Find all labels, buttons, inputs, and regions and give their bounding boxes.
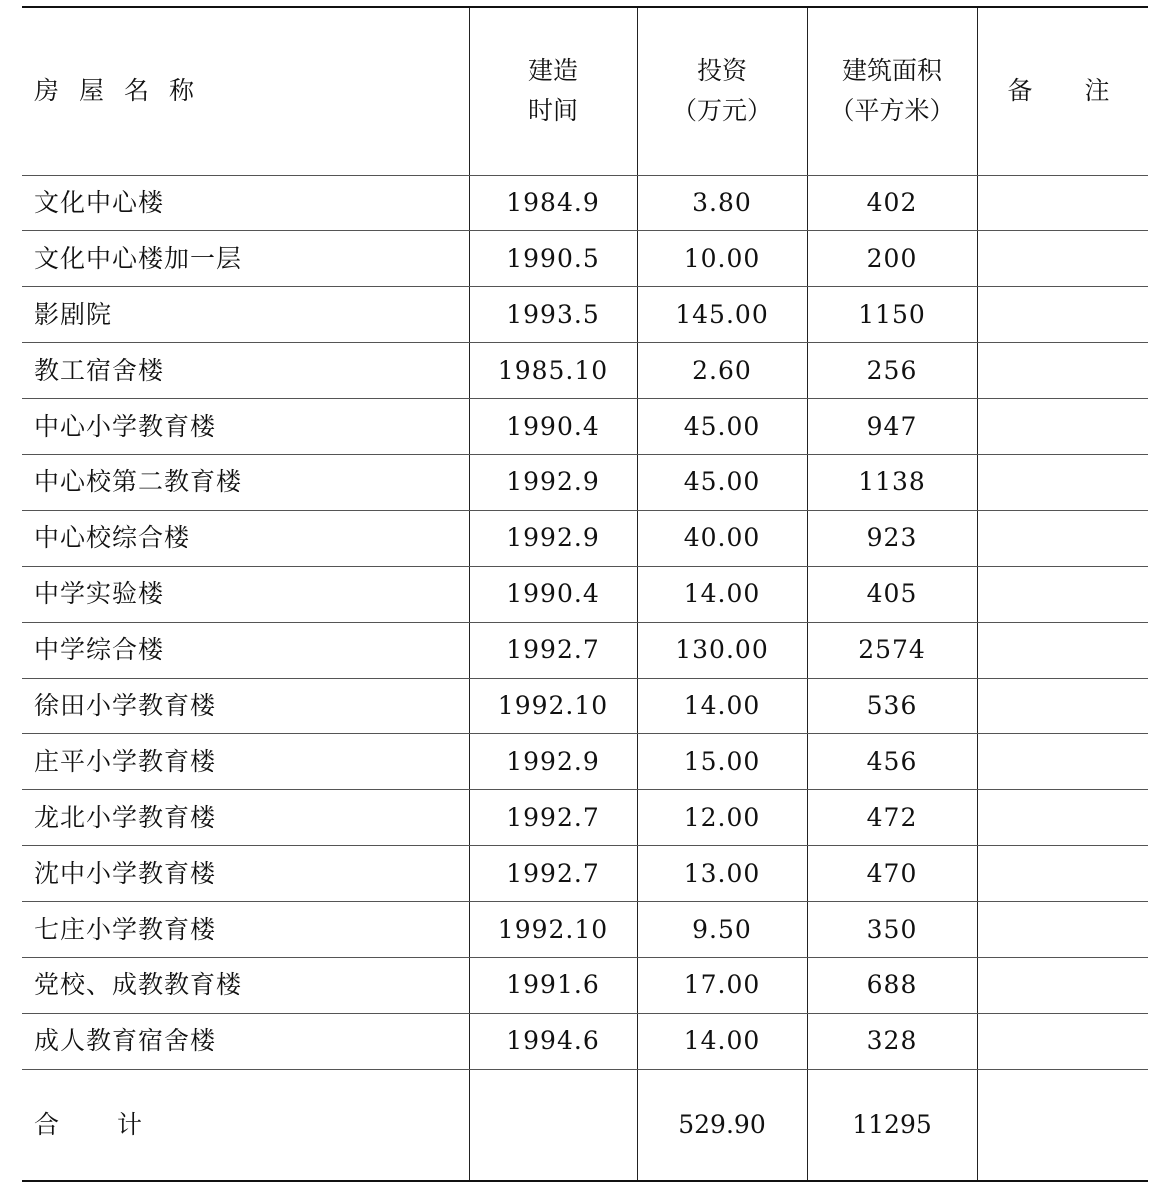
cell-floor-area: 947 xyxy=(807,399,977,455)
header-floor-area-line1: 建筑面积 xyxy=(841,56,942,86)
cell-building-name: 文化中心楼 xyxy=(22,175,469,231)
cell-investment: 15.00 xyxy=(637,734,807,790)
cell-remarks xyxy=(977,399,1148,455)
cell-building-name: 七庄小学教育楼 xyxy=(22,902,469,958)
cell-remarks xyxy=(977,957,1148,1013)
table-row xyxy=(22,902,1148,958)
cell-investment: 17.00 xyxy=(637,957,807,1013)
cell-investment: 9.50 xyxy=(637,902,807,958)
cell-floor-area: 472 xyxy=(807,790,977,846)
cell-build-date: 1990.4 xyxy=(469,399,637,455)
table-row xyxy=(22,399,1148,455)
cell-investment: 3.80 xyxy=(637,175,807,231)
building-table xyxy=(22,6,1148,1182)
cell-remarks xyxy=(977,566,1148,622)
cell-floor-area: 470 xyxy=(807,846,977,902)
cell-remarks xyxy=(977,175,1148,231)
table-row xyxy=(22,957,1148,1013)
cell-investment: 2.60 xyxy=(637,343,807,399)
cell-build-date: 1984.9 xyxy=(469,175,637,231)
cell-building-name: 徐田小学教育楼 xyxy=(22,678,469,734)
cell-remarks xyxy=(977,287,1148,343)
cell-build-date: 1991.6 xyxy=(469,957,637,1013)
total-label: 合计 xyxy=(22,1069,469,1181)
cell-building-name: 庄平小学教育楼 xyxy=(22,734,469,790)
cell-building-name: 中心校第二教育楼 xyxy=(22,454,469,510)
cell-remarks xyxy=(977,510,1148,566)
header-remarks-b: 注 xyxy=(1084,76,1110,106)
cell-remarks xyxy=(977,902,1148,958)
cell-floor-area: 2574 xyxy=(807,622,977,678)
cell-floor-area: 405 xyxy=(807,566,977,622)
table-row xyxy=(22,846,1148,902)
cell-building-name: 影剧院 xyxy=(22,287,469,343)
cell-floor-area: 350 xyxy=(807,902,977,958)
table-row xyxy=(22,1013,1148,1069)
cell-floor-area: 456 xyxy=(807,734,977,790)
table-footer xyxy=(22,1069,1148,1181)
cell-remarks xyxy=(977,678,1148,734)
cell-remarks xyxy=(977,622,1148,678)
header-remarks xyxy=(977,7,1148,175)
cell-investment: 145.00 xyxy=(637,287,807,343)
table-row xyxy=(22,287,1148,343)
cell-investment: 130.00 xyxy=(637,622,807,678)
total-floor-area: 11295 xyxy=(807,1069,977,1181)
cell-investment: 14.00 xyxy=(637,1013,807,1069)
cell-floor-area: 688 xyxy=(807,957,977,1013)
cell-investment: 14.00 xyxy=(637,678,807,734)
cell-investment: 14.00 xyxy=(637,566,807,622)
cell-investment: 40.00 xyxy=(637,510,807,566)
header-building-name: 房屋名称 xyxy=(22,7,469,175)
table-row xyxy=(22,790,1148,846)
total-investment: 529.90 xyxy=(637,1069,807,1181)
cell-build-date: 1992.10 xyxy=(469,678,637,734)
cell-build-date: 1993.5 xyxy=(469,287,637,343)
cell-building-name: 教工宿舍楼 xyxy=(22,343,469,399)
cell-building-name: 中心校综合楼 xyxy=(22,510,469,566)
cell-build-date: 1985.10 xyxy=(469,343,637,399)
cell-building-name: 党校、成教教育楼 xyxy=(22,957,469,1013)
table-row xyxy=(22,175,1148,231)
cell-investment: 13.00 xyxy=(637,846,807,902)
cell-build-date: 1994.6 xyxy=(469,1013,637,1069)
cell-floor-area: 200 xyxy=(807,231,977,287)
header-investment xyxy=(637,7,807,175)
cell-remarks xyxy=(977,846,1148,902)
cell-building-name: 中学综合楼 xyxy=(22,622,469,678)
header-row xyxy=(22,7,1148,175)
header-build-date-line1: 建造 xyxy=(527,56,578,86)
table-row xyxy=(22,734,1148,790)
header-remarks-a: 备 xyxy=(1007,76,1033,106)
cell-remarks xyxy=(977,454,1148,510)
header-investment-line1: 投资 xyxy=(696,56,747,86)
cell-floor-area: 328 xyxy=(807,1013,977,1069)
header-floor-area-line2: （平方米） xyxy=(829,96,955,126)
cell-build-date: 1992.7 xyxy=(469,622,637,678)
cell-remarks xyxy=(977,343,1148,399)
table-row xyxy=(22,622,1148,678)
cell-floor-area: 923 xyxy=(807,510,977,566)
cell-floor-area: 536 xyxy=(807,678,977,734)
cell-investment: 12.00 xyxy=(637,790,807,846)
cell-remarks xyxy=(977,231,1148,287)
cell-build-date: 1992.9 xyxy=(469,734,637,790)
cell-building-name: 中学实验楼 xyxy=(22,566,469,622)
cell-investment: 45.00 xyxy=(637,454,807,510)
cell-floor-area: 256 xyxy=(807,343,977,399)
table-row xyxy=(22,566,1148,622)
cell-remarks xyxy=(977,790,1148,846)
header-floor-area xyxy=(807,7,977,175)
table-row xyxy=(22,231,1148,287)
cell-building-name: 沈中小学教育楼 xyxy=(22,846,469,902)
table-row xyxy=(22,343,1148,399)
cell-investment: 10.00 xyxy=(637,231,807,287)
cell-floor-area: 1138 xyxy=(807,454,977,510)
header-investment-line2: （万元） xyxy=(671,96,772,126)
header-build-date-line2: 时间 xyxy=(527,96,578,126)
table-row xyxy=(22,510,1148,566)
cell-investment: 45.00 xyxy=(637,399,807,455)
table-body xyxy=(22,175,1148,1069)
cell-build-date: 1992.7 xyxy=(469,790,637,846)
cell-remarks xyxy=(977,1013,1148,1069)
cell-building-name: 龙北小学教育楼 xyxy=(22,790,469,846)
header-build-date xyxy=(469,7,637,175)
cell-build-date: 1992.7 xyxy=(469,846,637,902)
table-row xyxy=(22,678,1148,734)
cell-build-date: 1992.9 xyxy=(469,454,637,510)
total-row xyxy=(22,1069,1148,1181)
cell-build-date: 1990.5 xyxy=(469,231,637,287)
cell-build-date: 1992.10 xyxy=(469,902,637,958)
table-row xyxy=(22,454,1148,510)
cell-build-date: 1990.4 xyxy=(469,566,637,622)
table-header xyxy=(22,7,1148,175)
cell-floor-area: 402 xyxy=(807,175,977,231)
cell-build-date: 1992.9 xyxy=(469,510,637,566)
total-date xyxy=(469,1069,637,1181)
cell-building-name: 中心小学教育楼 xyxy=(22,399,469,455)
cell-building-name: 文化中心楼加一层 xyxy=(22,231,469,287)
cell-building-name: 成人教育宿舍楼 xyxy=(22,1013,469,1069)
total-remarks xyxy=(977,1069,1148,1181)
cell-floor-area: 1150 xyxy=(807,287,977,343)
cell-remarks xyxy=(977,734,1148,790)
